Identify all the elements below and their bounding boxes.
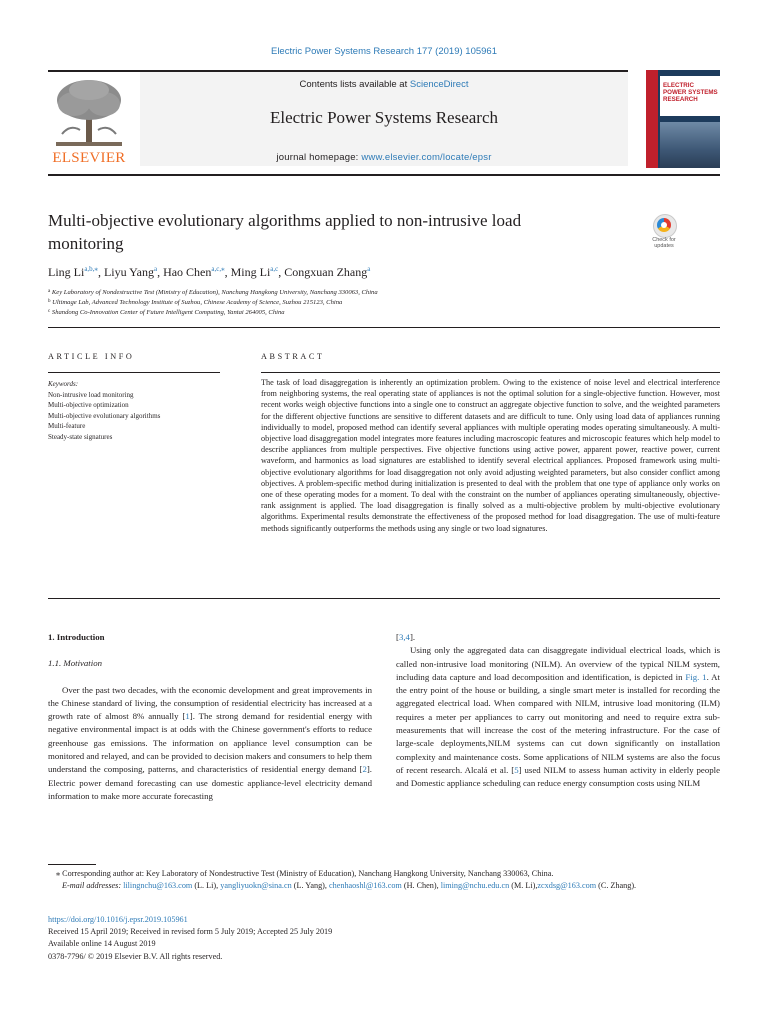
author-list: [48, 265, 648, 280]
author-name[interactable]: Hao Chen: [163, 265, 212, 279]
citation-link[interactable]: 1: [185, 711, 190, 722]
badge-center: [661, 222, 667, 228]
author-affiliation-marker[interactable]: a: [367, 265, 371, 273]
sciencedirect-link[interactable]: ScienceDirect: [409, 79, 469, 90]
author-affiliation-marker[interactable]: a,b,⁎: [84, 265, 98, 273]
figure-link[interactable]: Fig. 1: [685, 671, 707, 682]
citation-link[interactable]: 5: [514, 764, 519, 775]
keyword-item: Non-intrusive load monitoring: [48, 390, 134, 399]
body-right-column: [396, 631, 720, 791]
keywords-block: [48, 379, 248, 442]
journal-masthead: [140, 72, 628, 166]
abstract-heading: ABSTRACT: [261, 352, 325, 361]
contents-prefix: Contents lists available at: [299, 79, 410, 90]
keyword-item: Multi-feature: [48, 422, 86, 430]
received-dates: Received 15 April 2019; Received in revised form 5 July 2019; Accepted 25 July 2019: [48, 927, 333, 937]
subsection-heading-motivation: 1.1. Motivation: [48, 658, 102, 669]
cover-title: ELECTRIC POWER SYSTEMS RESEARCH: [663, 82, 718, 103]
text-run: ].: [409, 632, 416, 642]
citation-link[interactable]: 3,4: [398, 632, 410, 642]
text-run: Over the past two decades, with the economic development and great improvements in the Chinese standard of living, the consumption of residential electricity has increased at a growth rate of almost 8% annually [: [48, 684, 372, 722]
keyword-item: Multi-objective optimization: [48, 401, 129, 409]
title-rule: [48, 327, 720, 328]
citation-link[interactable]: 2: [362, 764, 367, 775]
abstract-text: The task of load disaggregation is inherently an optimization problem. Owing to the existence of noise level and electrical interference from neighboring systems, the real operating state of appliances is not the optimal solution for a single-objective function. However, most recent works weigh objective functions into a single one to construct an aggregate objective function to solve, and the weighted parameters for the different objective functions are sensitive to different datasets and are difficult to tune. Only using load data of appliances running individually to model, proposed method can identify several appliances with multiple operating modes operating simultaneously. A multi-objective load disaggregation model integrates more features including macroscopic features and microscopic features which help model to describe appliances from multiple perspectives. Five objective functions using active power, apparent power, reactive power, current waveform, and harmonics as load signatures are established to identify several electrical appliances. Proposed framework using multi-objective evolutionary algorithms for load disaggregation not only avoid adjusting weighted parameters, but also consider conflict among objectives. A problem-specific method during initialization is presented to deal with the problem that one type of appliance only works on one of these operating modes for a moment. To deal with the constraint on the number of appliances operating simultaneously, objective-rank assignment is applied. The load disaggregation is finally solved as a multi-objective problem by multi-objective evolutionary algorithms. Experimental results demonstrate the effectiveness of the proposed method for load disaggregation. The use of multi-feature methods significantly outperforms the methods using any single or two load signatures.: [261, 378, 720, 533]
author-affiliation-marker[interactable]: a,c,⁎: [211, 265, 225, 273]
author-name[interactable]: Ling Li: [48, 265, 85, 279]
affil-text: Key Laboratory of Nondestructive Test (Ministry of Education), Nanchang Hangkong University, Nanchang 330063, China: [51, 289, 378, 296]
copyright: 0378-7796/ © 2019 Elsevier B.V. All rights reserved.: [48, 951, 223, 961]
continued-citation: [396, 631, 720, 644]
email-link[interactable]: yangliyuokn@sina.cn: [220, 881, 292, 891]
text-run: ]. The strong demand for residential energy with negative environmental impact is at odds with the Chinese government's efforts to reduce greenhouse gas emissions. The information on appliance level consumption can be monitored and relayed, and can be provided to decision makers and consumers to help them understand the composing, patterns, and characteristics of residential energy demand [: [48, 711, 372, 775]
title-line-2: monitoring: [48, 234, 124, 253]
journal-cover-thumbnail[interactable]: [646, 70, 720, 168]
affil-key: b: [48, 299, 51, 304]
contents-line: [140, 79, 628, 90]
email-owner: (H. Chen),: [401, 881, 441, 891]
section-heading-introduction: 1. Introduction: [48, 632, 105, 642]
affiliation-b: [48, 299, 648, 306]
text-run: [: [396, 632, 399, 642]
email-label: E-mail addresses:: [62, 881, 124, 891]
author-name[interactable]: Congxuan Zhang: [284, 265, 368, 279]
text-run: Using only the aggregated data can disaggregate individual electrical loads, which is called non-intrusive load monitoring (NILM). An overview of the typical NILM system, including data capture and load decomposition and identification, is depicted in: [396, 645, 720, 682]
body-paragraph: [396, 644, 720, 790]
email-owner: (L. Li),: [192, 881, 221, 891]
email-link[interactable]: zcxdsg@163.com: [537, 881, 597, 891]
article-metadata: [48, 914, 720, 963]
text-run: . At the entry point of the house or building, a single smart meter is installed for recording the aggregated electrical load. When compared with NILM, intrusive load monitoring (ILM) requires a meter per appliances to carry out monitoring and need to require extra sub-measurements that will increase the cost of the metering infrastructure. For the case of large-scale deployments,NILM systems can cut down significantly on installation complexity and maintenance costs. Some applications of NILM systems are also the focus of recent research. Alcalá et al. [: [396, 671, 720, 775]
keywords-label: Keywords:: [48, 380, 79, 388]
check-for-updates-badge[interactable]: [646, 212, 682, 252]
author-separator: ,: [278, 265, 285, 279]
tree-icon: [48, 76, 130, 148]
body-paragraph: [48, 684, 372, 804]
doi-link[interactable]: https://doi.org/10.1016/j.epsr.2019.105961: [48, 915, 188, 924]
author-name[interactable]: Liyu Yang: [103, 265, 154, 279]
email-addresses: [48, 880, 720, 892]
email-link[interactable]: liming@nchu.edu.cn: [440, 881, 510, 891]
affiliation-a: [48, 289, 648, 296]
check-updates-label: Check for updates: [652, 237, 676, 249]
title-line-1: Multi-objective evolutionary algorithms applied to non-intrusive load: [48, 211, 522, 230]
corresponding-author-note: ⁎ Corresponding author at: Key Laboratory of Nondestructive Test (Ministry of Education), Nanchang Hangkong University, Nanchang 330063, China.: [56, 869, 554, 878]
homepage-label: journal homepage:: [276, 152, 362, 163]
author-separator: ,: [157, 265, 164, 279]
affiliation-c: [48, 309, 648, 316]
affil-key: a: [48, 289, 51, 294]
author-affiliation-marker[interactable]: a,c: [270, 265, 279, 273]
journal-title: Electric Power Systems Research: [269, 108, 498, 127]
publisher-wordmark: ELSEVIER: [52, 150, 126, 166]
abstract-rule: [261, 372, 720, 373]
email-owner: (L. Yang),: [291, 881, 329, 891]
email-link[interactable]: chenhaoshl@163.com: [329, 881, 402, 891]
homepage-link[interactable]: www.elsevier.com/locate/epsr: [361, 152, 492, 163]
cover-image: [660, 122, 720, 168]
cover-stripe: [646, 70, 658, 168]
email-owner: (M. Li),: [509, 881, 538, 891]
keyword-item: Steady-state signatures: [48, 432, 113, 441]
available-online: Available online 14 August 2019: [48, 939, 156, 949]
journal-homepage: [140, 152, 628, 163]
article-info-heading: ARTICLE INFO: [48, 352, 135, 361]
email-link[interactable]: lilingnchu@163.com: [123, 881, 193, 891]
author-affiliation-marker[interactable]: a: [153, 265, 158, 273]
body-left-column: [48, 631, 372, 803]
author-separator: ,: [97, 265, 104, 279]
journal-citation[interactable]: Electric Power Systems Research 177 (2019) 105961: [270, 46, 497, 57]
affil-text: Ultimage Lab, Advanced Technology Institute of Suzhou, Chinese Academy of Science, Suzhou 215123, China: [52, 299, 343, 306]
text-run: ] used NILM to assess human activity in elderly people and Domestic appliance scheduling can reduce energy consumption costs using NILM: [396, 764, 720, 789]
email-owner: (C. Zhang).: [596, 881, 637, 891]
article-info-rule: [48, 372, 220, 373]
author-name[interactable]: Ming Li: [230, 265, 271, 279]
affil-key: c: [48, 309, 51, 314]
footnotes: [48, 868, 720, 892]
footnote-rule: [48, 864, 96, 865]
header-rule-bottom: [48, 174, 720, 176]
keyword-item: Multi-objective evolutionary algorithms: [48, 411, 161, 420]
article-title: [48, 209, 608, 255]
author-separator: ,: [224, 265, 231, 279]
affil-text: Shandong Co-Innovation Center of Future Intelligent Computing, Yantai 264005, China: [51, 309, 285, 316]
text-run: ]. Electric power demand forecasting can use domestic appliance-level electricity demand information to make more accurate forecasting: [48, 764, 372, 801]
abstract-bottom-rule: [48, 598, 720, 599]
